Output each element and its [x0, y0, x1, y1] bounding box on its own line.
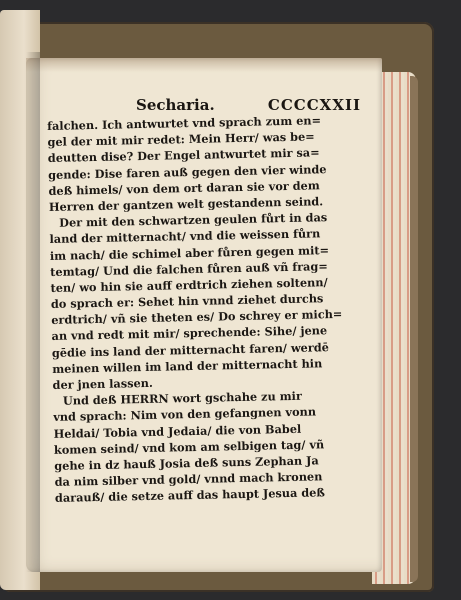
text-line: temtag/ Und die falchen fůren auß vñ frag= — [50, 258, 328, 279]
text-line: Heldai/ Tobia vnd Jedaia/ die von Babel — [53, 421, 302, 441]
cover-edge — [410, 76, 418, 582]
text-line: der jnen lassen. — [52, 375, 153, 392]
text-line: vnd sprach: Nim von den gefangnen vonn — [53, 404, 317, 425]
running-title: Secharia. — [136, 96, 215, 114]
text-line: Und deß HERRN wort gschahe zu mir — [62, 388, 302, 408]
text-line: da nim silber vnd gold/ vnnd mach kronen — [54, 469, 323, 490]
text-line: falchen. Ich antwurtet vnd sprach zum en= — [47, 113, 322, 133]
text-line: gende: Dise faren auß gegen den vier winde — [48, 161, 327, 182]
text-line: ten/ wo hin sie auff erdtrich ziehen soltenn/ — [50, 275, 328, 295]
text-line: darauß/ die setze auff das haupt Jesua deß — [54, 485, 326, 506]
text-line: deutten dise? Der Engel antwurtet mir sa= — [47, 145, 320, 166]
text-line: gel der mit mir redet: Mein Herr/ was be= — [47, 129, 315, 150]
text-line: erdtrich/ vñ sie theten es/ Do schrey er mich= — [51, 307, 343, 328]
page-shadow — [26, 58, 382, 72]
text-line: komen seind/ vnd kom am selbigen tag/ vñ — [53, 437, 325, 457]
body-text — [47, 111, 377, 506]
folio-number: CCCCXXII — [267, 96, 361, 114]
text-line: an vnd redt mit mir/ sprechende: Sihe/ jene — [51, 323, 328, 344]
text-line: Der mit den schwartzen geulen fůrt in das — [59, 210, 328, 230]
text-line: land der mitternacht/ vnd die weissen fůrn — [49, 226, 321, 247]
text-line: Herren der gantzen welt gestandenn seind. — [48, 194, 324, 214]
text-line: deß himels/ von dem ort daran sie vor dem — [48, 178, 320, 198]
spine-shadow — [26, 52, 40, 572]
text-line: gehe in dz hauß Josia deß suns Zephan Ja — [54, 453, 319, 473]
text-line: do sprach er: Sehet hin vnnd ziehet durchs — [50, 291, 324, 312]
text-line: gēdie ins land der mitternacht faren/ werdē — [51, 339, 329, 360]
text-line: meinen willen im land der mitternacht hin — [52, 356, 323, 376]
text-line: im nach/ die schimel aber fůren gegen mit= — [49, 242, 330, 263]
